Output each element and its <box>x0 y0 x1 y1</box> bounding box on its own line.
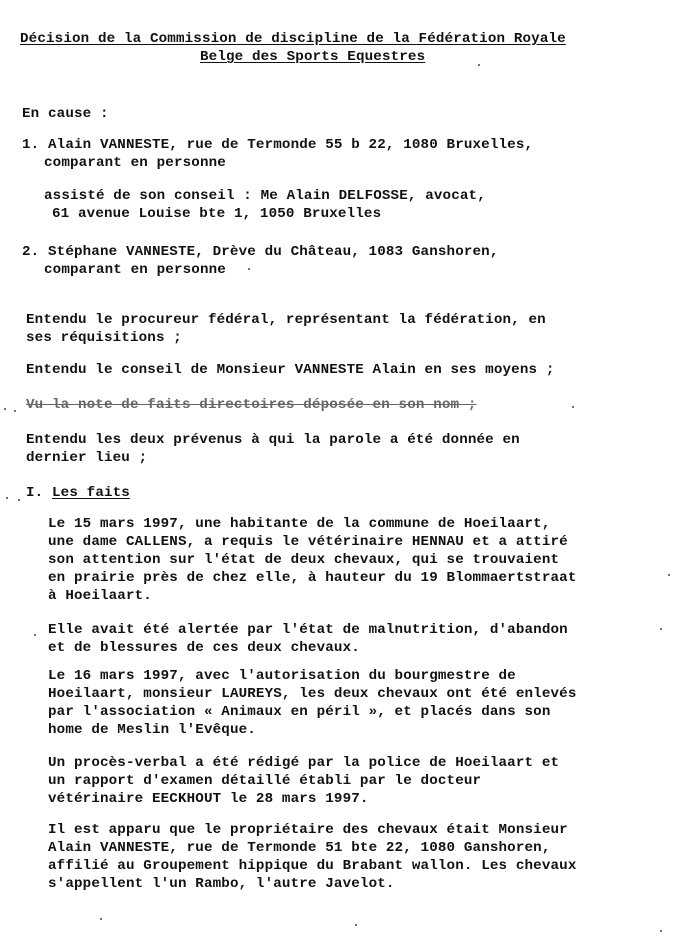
party-1-line-2: comparant en personne <box>44 155 226 171</box>
scan-speck <box>355 924 357 926</box>
title-line-1: Décision de la Commission de discipline de la Fédération Royale <box>20 31 566 47</box>
scan-speck <box>478 64 480 66</box>
paragraph-line: Un procès-verbal a été rédigé par la police de Hoeilaart et <box>48 755 560 771</box>
scan-speck <box>18 499 20 501</box>
paragraph-line: Elle avait été alertée par l'état de malnutrition, d'abandon <box>48 622 568 638</box>
paragraph-line: vétérinaire EECKHOUT le 28 mars 1997. <box>48 791 369 807</box>
scan-speck <box>668 574 670 576</box>
section-1-number: I. <box>26 485 44 501</box>
scan-speck <box>572 406 574 408</box>
hearing-4-line-2: dernier lieu ; <box>26 450 148 466</box>
scan-speck <box>34 634 36 636</box>
paragraph-line: un rapport d'examen détaillé établi par le docteur <box>48 773 482 789</box>
paragraph-line: par l'association « Animaux en péril », et placés dans son <box>48 704 551 720</box>
paragraph-line: Le 16 mars 1997, avec l'autorisation du bourgmestre de <box>48 668 516 684</box>
scan-speck <box>4 408 6 410</box>
hearing-1-line-2: ses réquisitions ; <box>26 330 182 346</box>
scan-speck <box>6 497 8 499</box>
section-1-heading <box>26 485 130 503</box>
paragraph-line: Hoeilaart, monsieur LAUREYS, les deux chevaux ont été enlevés <box>48 686 577 702</box>
paragraph-line: en prairie près de chez elle, à hauteur du 19 Blommaertstraat <box>48 570 577 586</box>
scan-speck <box>100 918 102 920</box>
section-1-title: Les faits <box>52 485 130 501</box>
paragraph-line: à Hoeilaart. <box>48 588 152 604</box>
paragraph-line: une dame CALLENS, a requis le vétérinaire HENNAU et a attiré <box>48 534 568 550</box>
party-1-counsel-line-2: 61 avenue Louise bte 1, 1050 Bruxelles <box>52 206 382 222</box>
hearing-4-line-1: Entendu les deux prévenus à qui la parole a été donnée en <box>26 432 520 448</box>
party-2-line-1: 2. Stéphane VANNESTE, Drève du Château, 1083 Ganshoren, <box>22 244 499 260</box>
paragraph-line: Il est apparu que le propriétaire des chevaux était Monsieur <box>48 822 568 838</box>
paragraph-line: s'appellent l'un Rambo, l'autre Javelot. <box>48 876 395 892</box>
scan-speck <box>660 628 662 630</box>
paragraph-line: son attention sur l'état de deux chevaux, qui se trouvaient <box>48 552 560 568</box>
party-1-line-1: 1. Alain VANNESTE, rue de Termonde 55 b 22, 1080 Bruxelles, <box>22 137 534 153</box>
scan-speck <box>248 268 250 270</box>
en-cause-label: En cause : <box>22 106 109 122</box>
scan-speck <box>660 930 662 932</box>
paragraph-line: Le 15 mars 1997, une habitante de la commune de Hoeilaart, <box>48 516 551 532</box>
hearing-3: Vu la note de faits directoires déposée en son nom ; <box>26 397 477 413</box>
paragraph-line: et de blessures de ces deux chevaux. <box>48 640 360 656</box>
paragraph-line: affilié au Groupement hippique du Brabant wallon. Les chevaux <box>48 858 577 874</box>
hearing-2: Entendu le conseil de Monsieur VANNESTE Alain en ses moyens ; <box>26 362 555 378</box>
title-line-2: Belge des Sports Equestres <box>200 49 426 65</box>
scan-speck <box>14 410 16 412</box>
hearing-1-line-1: Entendu le procureur fédéral, représentant la fédération, en <box>26 312 546 328</box>
party-2-line-2: comparant en personne <box>44 262 226 278</box>
paragraph-line: home de Meslin l'Evêque. <box>48 722 256 738</box>
paragraph-line: Alain VANNESTE, rue de Termonde 51 bte 22, 1080 Ganshoren, <box>48 840 551 856</box>
party-1-counsel-line-1: assisté de son conseil : Me Alain DELFOSSE, avocat, <box>44 188 486 204</box>
